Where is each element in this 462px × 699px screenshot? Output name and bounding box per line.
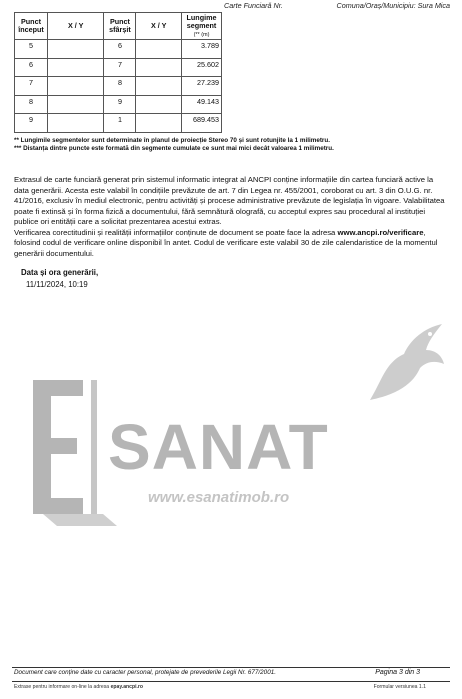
watermark-bird-icon bbox=[364, 320, 446, 408]
table-row bbox=[15, 58, 222, 77]
end-point-cell: 6 bbox=[104, 40, 136, 59]
col-segment-length: Lungime segment (** (m) bbox=[182, 13, 222, 40]
footer-divider bbox=[12, 681, 450, 682]
watermark-url: www.esanatimob.ro bbox=[148, 489, 290, 506]
length-cell: 27.239 bbox=[182, 77, 222, 96]
xy-cell bbox=[136, 114, 182, 133]
note-distance-segments: *** Distanța dintre puncte este formată din segmente cumulate ce sunt mai mici decât valoarea 1 milimetru. bbox=[14, 144, 334, 152]
table-row bbox=[15, 114, 222, 133]
start-point-cell: 9 bbox=[15, 114, 48, 133]
xy-cell bbox=[136, 77, 182, 96]
segments-table bbox=[14, 12, 222, 133]
start-point-cell: 8 bbox=[15, 95, 48, 114]
validity-paragraph: Extrasul de carte funciară generat prin sistemul informatic integrat al ANCPI conține informațiile din cartea funciară active la data generării. Acesta este valabil în condițiile prevăzute de art. 7 din Legea nr. 455/2001, coroborat cu art. 3 din O.U.G. nr. 41/2016, exclusiv în mediul electronic, pentru activități și procese administrative prevăzute de legislația în vigoare. Valabilitatea poate fi extinsă și în forma fizică a documentului, fără semnătură olografă, cu acceptul expres sau procedural al instituției publice ori entității care a solicitat prezentarea acestui extras. bbox=[14, 175, 445, 226]
table-header-row bbox=[15, 13, 222, 40]
watermark-brand: SANAT bbox=[108, 411, 329, 483]
form-version: Formular versiunea 1.1 bbox=[373, 684, 426, 690]
table-row bbox=[15, 40, 222, 59]
length-cell: 689.453 bbox=[182, 114, 222, 133]
xy-cell bbox=[47, 40, 104, 59]
footer-disclaimer: Document care conține date cu caracter personal, protejate de prevederile Legii Nr. 677/2001. bbox=[14, 669, 276, 676]
table-row bbox=[15, 77, 222, 96]
xy-cell bbox=[47, 114, 104, 133]
col-xy-end: X / Y bbox=[136, 13, 182, 40]
generation-date-label: Data și ora generării, bbox=[21, 268, 99, 277]
xy-cell bbox=[136, 40, 182, 59]
end-point-cell: 7 bbox=[104, 58, 136, 77]
footer-source: Extrase pentru informare on-line la adresa epay.ancpi.ro bbox=[14, 684, 144, 690]
watermark-e-logo-icon bbox=[33, 380, 117, 530]
length-cell: 25.602 bbox=[182, 58, 222, 77]
length-cell: 3.789 bbox=[182, 40, 222, 59]
length-cell: 49.143 bbox=[182, 95, 222, 114]
end-point-cell: 9 bbox=[104, 95, 136, 114]
legal-text bbox=[14, 175, 450, 259]
table-row bbox=[15, 95, 222, 114]
verification-paragraph: Verificarea corectitudinii și realității informațiilor conținute de document se poate face la adresa www.ancpi.ro/verificare, folosind codul de verificare online disponibil în antet. Codul de verificare este valabil 30 de zile calendaristice de la momentul generării documentului. bbox=[14, 227, 438, 258]
start-point-cell: 7 bbox=[15, 77, 48, 96]
col-end-point: Punct sfârșit bbox=[104, 13, 136, 40]
verification-link[interactable]: www.ancpi.ro/verificare bbox=[337, 227, 424, 237]
end-point-cell: 8 bbox=[104, 77, 136, 96]
xy-cell bbox=[47, 58, 104, 77]
footer-divider bbox=[12, 667, 450, 668]
xy-cell bbox=[47, 77, 104, 96]
end-point-cell: 1 bbox=[104, 114, 136, 133]
note-length-precision: ** Lungimile segmentelor sunt determinate în planul de proiecție Stereo 70 și sunt rotunjite la 1 milimetru. bbox=[14, 137, 330, 144]
page-number: Pagina 3 din 3 bbox=[375, 669, 420, 676]
source-site: epay.ancpi.ro bbox=[110, 684, 144, 690]
page-header bbox=[12, 0, 450, 12]
generation-date-value: 11/11/2024, 10:19 bbox=[26, 280, 88, 289]
xy-cell bbox=[136, 95, 182, 114]
col-start-point: Punct început bbox=[15, 13, 48, 40]
table-notes bbox=[14, 137, 334, 153]
start-point-cell: 6 bbox=[15, 58, 48, 77]
carte-funciara-label: Carte Funciară Nr. bbox=[224, 1, 283, 10]
location-label: Comuna/Oraș/Municipiu: Sura Mica bbox=[336, 1, 450, 10]
start-point-cell: 5 bbox=[15, 40, 48, 59]
col-xy-start: X / Y bbox=[47, 13, 104, 40]
xy-cell bbox=[47, 95, 104, 114]
xy-cell bbox=[136, 58, 182, 77]
